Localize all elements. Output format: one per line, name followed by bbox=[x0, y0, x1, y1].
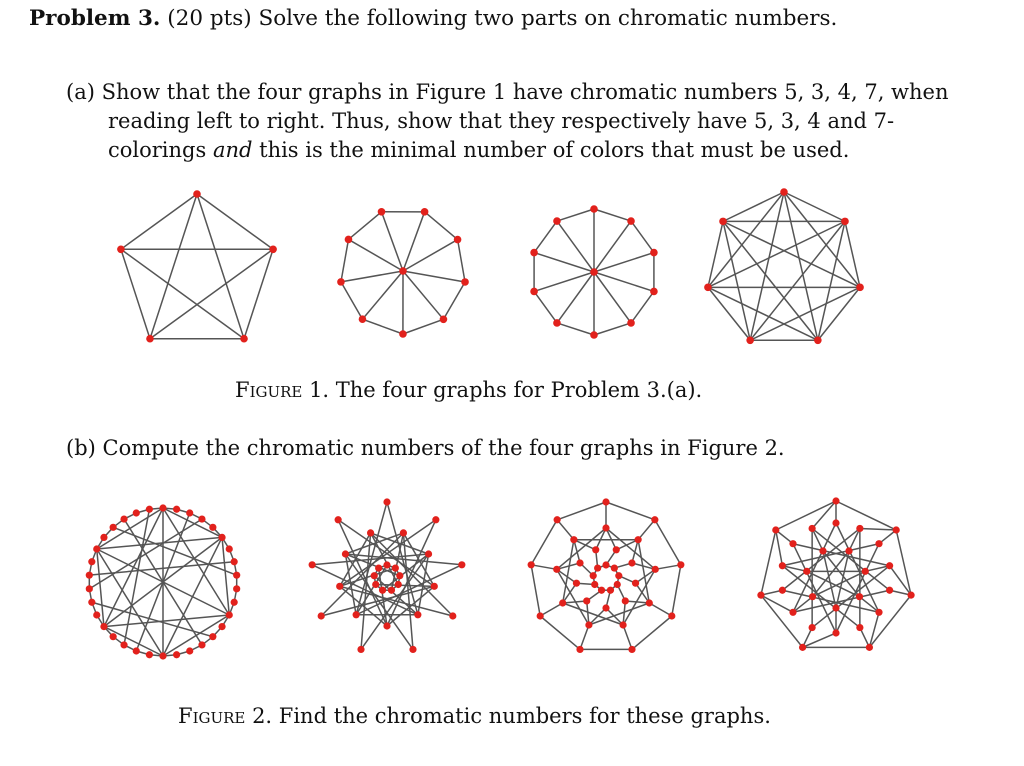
graph-edge bbox=[341, 239, 349, 281]
graph-edge bbox=[557, 221, 594, 272]
graph-edge bbox=[244, 249, 273, 338]
graph-vertex bbox=[590, 572, 597, 579]
part-a-line-2: reading left to right. Thus, show that they respectively have 5, 3, 4 and 7- bbox=[108, 109, 895, 133]
graph-vertex bbox=[650, 249, 658, 257]
graph-vertex bbox=[779, 587, 786, 594]
graph-edge bbox=[655, 520, 681, 565]
graph-vertex bbox=[809, 624, 816, 631]
graph-edge bbox=[596, 528, 606, 550]
graph-vertex bbox=[357, 646, 364, 653]
part-b-text: (b) Compute the chromatic numbers of the four graphs in Figure 2. bbox=[66, 436, 785, 460]
graph-vertex bbox=[388, 587, 395, 594]
graph-vertex bbox=[590, 331, 598, 339]
graph-vertex bbox=[803, 568, 810, 575]
graph-edge bbox=[594, 272, 654, 291]
graph-vertex bbox=[893, 526, 900, 533]
graph-vertex bbox=[757, 592, 764, 599]
graph-vertex bbox=[789, 609, 796, 616]
graph-vertex bbox=[269, 245, 277, 253]
graph-vertex bbox=[342, 550, 349, 557]
graph-vertex bbox=[809, 525, 816, 532]
graph-vertex bbox=[336, 583, 343, 590]
graph-vertex bbox=[553, 217, 561, 225]
graph-edge bbox=[563, 540, 574, 603]
graph-edge bbox=[341, 282, 363, 319]
graph-vertex bbox=[100, 534, 107, 541]
graph-vertex bbox=[602, 498, 609, 505]
graph-vertex bbox=[318, 612, 325, 619]
graph-edge bbox=[89, 562, 234, 575]
graph-vertex bbox=[528, 561, 535, 568]
figure-1-graph-1 bbox=[120, 190, 275, 340]
graph-vertex bbox=[400, 529, 407, 536]
graph-vertex bbox=[592, 546, 599, 553]
graph-edge bbox=[784, 192, 845, 221]
graph-vertex bbox=[677, 561, 684, 568]
graph-edge bbox=[574, 540, 596, 550]
graph-vertex bbox=[819, 547, 826, 554]
graph-vertex bbox=[704, 284, 712, 292]
graph-vertex bbox=[231, 558, 238, 565]
graph-edge bbox=[425, 212, 458, 240]
graph-vertex bbox=[173, 651, 180, 658]
graph-edge bbox=[723, 192, 784, 221]
graph-edge bbox=[606, 528, 616, 550]
graph-vertex bbox=[590, 268, 598, 276]
figure-2-graph-1 bbox=[82, 498, 244, 666]
figure-2-caption: Figure 2. Find the chromatic numbers for these graphs. bbox=[178, 704, 771, 728]
graph-vertex bbox=[218, 534, 225, 541]
graph-vertex bbox=[832, 629, 839, 636]
graph-vertex bbox=[628, 559, 635, 566]
graph-edge bbox=[672, 565, 681, 616]
graph-vertex bbox=[421, 208, 429, 216]
graph-vertex bbox=[383, 622, 390, 629]
figure-1-caption: Figure 1. The four graphs for Problem 3.(a). bbox=[235, 378, 703, 402]
figure-1-graph-4 bbox=[707, 195, 862, 345]
graph-vertex bbox=[832, 604, 839, 611]
graph-edge bbox=[638, 540, 649, 603]
graph-vertex bbox=[100, 623, 107, 630]
figure-1-label: Figure bbox=[235, 378, 303, 402]
graph-edge bbox=[403, 212, 425, 271]
graph-vertex bbox=[799, 644, 806, 651]
graph-vertex bbox=[159, 652, 166, 659]
graph-vertex bbox=[383, 498, 390, 505]
graph-vertex bbox=[576, 646, 583, 653]
graph-vertex bbox=[399, 267, 407, 275]
graph-vertex bbox=[646, 599, 653, 606]
figure-2-graph-3 bbox=[525, 498, 687, 666]
graph-edge bbox=[606, 502, 655, 520]
graph-vertex bbox=[856, 525, 863, 532]
graph-edge bbox=[631, 221, 654, 253]
graph-edge bbox=[793, 544, 890, 566]
graph-edge bbox=[803, 633, 836, 647]
graph-vertex bbox=[652, 566, 659, 573]
graph-edge bbox=[750, 287, 860, 340]
graph-vertex bbox=[632, 580, 639, 587]
graph-edge bbox=[761, 530, 776, 595]
graph-vertex bbox=[573, 580, 580, 587]
graph-vertex bbox=[431, 583, 438, 590]
graph-vertex bbox=[789, 540, 796, 547]
graph-vertex bbox=[425, 550, 432, 557]
graph-edge bbox=[557, 569, 589, 625]
graph-vertex bbox=[159, 504, 166, 511]
problem-label: Problem 3 bbox=[29, 6, 153, 31]
graph-vertex bbox=[598, 587, 605, 594]
graph-vertex bbox=[458, 561, 465, 568]
graph-vertex bbox=[553, 319, 561, 327]
graph-vertex bbox=[559, 599, 566, 606]
graph-vertex bbox=[553, 566, 560, 573]
graph-edge bbox=[812, 501, 836, 528]
graph-vertex bbox=[576, 559, 583, 566]
graph-vertex bbox=[93, 611, 100, 618]
graph-edge bbox=[197, 194, 273, 249]
graph-vertex bbox=[856, 284, 864, 292]
graph-edge bbox=[150, 249, 273, 338]
graph-edge bbox=[121, 249, 150, 338]
graph-vertex bbox=[607, 587, 614, 594]
graph-edge bbox=[869, 595, 911, 647]
graph-edge bbox=[382, 212, 403, 271]
problem-heading: Problem 3. (20 pts) Solve the following two parts on chromatic numbers. bbox=[29, 6, 838, 31]
graph-vertex bbox=[414, 611, 421, 618]
graph-edge bbox=[531, 565, 557, 570]
graph-edge bbox=[531, 565, 540, 616]
graph-edge bbox=[623, 625, 632, 649]
graph-vertex bbox=[395, 581, 402, 588]
graph-edge bbox=[403, 319, 444, 334]
graph-vertex bbox=[93, 545, 100, 552]
graph-vertex bbox=[602, 561, 609, 568]
graph-vertex bbox=[392, 564, 399, 571]
graph-vertex bbox=[379, 587, 386, 594]
graph-vertex bbox=[399, 330, 407, 338]
graph-vertex bbox=[602, 524, 609, 531]
graph-edge bbox=[534, 253, 594, 272]
graph-vertex bbox=[309, 561, 316, 568]
graph-vertex bbox=[218, 623, 225, 630]
graph-vertex bbox=[454, 236, 462, 244]
graph-vertex bbox=[832, 519, 839, 526]
graph-vertex bbox=[907, 592, 914, 599]
graph-edge bbox=[638, 520, 655, 540]
graph-vertex bbox=[231, 599, 238, 606]
graph-vertex bbox=[110, 524, 117, 531]
graph-edge bbox=[594, 253, 654, 272]
graph-vertex bbox=[146, 506, 153, 513]
graph-vertex bbox=[585, 621, 592, 628]
graph-edge bbox=[557, 323, 594, 335]
graph-vertex bbox=[583, 597, 590, 604]
graph-vertex bbox=[86, 585, 93, 592]
graph-vertex bbox=[233, 585, 240, 592]
graph-vertex bbox=[383, 561, 390, 568]
graph-vertex bbox=[591, 581, 598, 588]
graph-vertex bbox=[372, 581, 379, 588]
graph-vertex bbox=[554, 516, 561, 523]
graph-vertex bbox=[209, 524, 216, 531]
graph-vertex bbox=[668, 612, 675, 619]
graph-vertex bbox=[233, 572, 240, 579]
graph-vertex bbox=[779, 562, 786, 569]
graph-edge bbox=[860, 528, 896, 530]
graph-edge bbox=[92, 602, 213, 636]
graph-vertex bbox=[746, 336, 754, 344]
graph-vertex bbox=[193, 190, 201, 198]
graph-vertex bbox=[226, 611, 233, 618]
graph-edge bbox=[782, 528, 859, 590]
graph-vertex bbox=[627, 217, 635, 225]
graph-vertex bbox=[832, 497, 839, 504]
graph-vertex bbox=[613, 546, 620, 553]
graph-vertex bbox=[409, 646, 416, 653]
graph-edge bbox=[594, 209, 631, 221]
graph-vertex bbox=[88, 599, 95, 606]
part-a-line-3: colorings and this is the minimal number of colors that must be used. bbox=[108, 138, 850, 162]
graph-vertex bbox=[814, 336, 822, 344]
graph-edge bbox=[616, 540, 638, 550]
graph-vertex bbox=[375, 564, 382, 571]
graph-vertex bbox=[173, 506, 180, 513]
graph-vertex bbox=[378, 208, 386, 216]
graph-vertex bbox=[530, 249, 538, 257]
graph-vertex bbox=[611, 564, 618, 571]
graph-edge bbox=[403, 271, 443, 319]
graph-edge bbox=[362, 319, 402, 334]
graph-edge bbox=[782, 544, 879, 566]
graph-edge bbox=[403, 271, 465, 282]
graph-edge bbox=[761, 595, 793, 612]
graph-vertex bbox=[628, 646, 635, 653]
graph-edge bbox=[563, 601, 587, 603]
graph-vertex bbox=[396, 572, 403, 579]
graph-edge bbox=[557, 502, 606, 520]
graph-edge bbox=[104, 615, 229, 627]
graph-edge bbox=[761, 595, 803, 647]
graph-edge bbox=[723, 221, 860, 287]
graph-vertex bbox=[772, 526, 779, 533]
graph-vertex bbox=[590, 205, 598, 213]
graph-edge bbox=[632, 616, 672, 649]
graph-edge bbox=[348, 239, 403, 271]
graph-vertex bbox=[862, 568, 869, 575]
graph-vertex bbox=[198, 515, 205, 522]
graph-edge bbox=[623, 569, 655, 625]
graph-edge bbox=[594, 221, 631, 272]
graph-vertex bbox=[594, 564, 601, 571]
problem-heading-text: (20 pts) Solve the following two parts on chromatic numbers. bbox=[167, 6, 838, 31]
graph-vertex bbox=[602, 604, 609, 611]
graph-vertex bbox=[371, 572, 378, 579]
graph-vertex bbox=[120, 641, 127, 648]
graph-vertex bbox=[117, 245, 125, 253]
graph-edge bbox=[348, 212, 381, 240]
graph-vertex bbox=[620, 621, 627, 628]
figure-2-graph-2 bbox=[306, 498, 468, 666]
graph-vertex bbox=[240, 335, 248, 343]
graph-edge bbox=[534, 291, 557, 323]
graph-vertex bbox=[719, 218, 727, 226]
graph-vertex bbox=[845, 547, 852, 554]
graph-vertex bbox=[110, 633, 117, 640]
figure-2-graph-4 bbox=[755, 498, 917, 666]
figure-2-label: Figure bbox=[178, 704, 246, 728]
graph-vertex bbox=[335, 516, 342, 523]
graph-edge bbox=[540, 616, 580, 649]
graph-edge bbox=[534, 272, 594, 291]
graph-edge bbox=[557, 209, 594, 221]
graph-edge bbox=[708, 287, 818, 340]
graph-vertex bbox=[886, 562, 893, 569]
graph-vertex bbox=[651, 516, 658, 523]
graph-edge bbox=[812, 528, 889, 590]
graph-vertex bbox=[353, 611, 360, 618]
figure-1-graph-3 bbox=[528, 205, 660, 335]
graph-vertex bbox=[209, 633, 216, 640]
graph-edge bbox=[708, 221, 845, 287]
graph-vertex bbox=[226, 545, 233, 552]
graph-edge bbox=[197, 194, 244, 339]
graph-vertex bbox=[449, 612, 456, 619]
graph-vertex bbox=[345, 236, 353, 244]
graph-vertex bbox=[530, 288, 538, 296]
graph-vertex bbox=[627, 319, 635, 327]
graph-edge bbox=[121, 249, 244, 338]
graph-edge bbox=[534, 221, 557, 253]
graph-vertex bbox=[650, 288, 658, 296]
graph-vertex bbox=[809, 593, 816, 600]
graph-edge bbox=[594, 323, 631, 335]
graph-vertex bbox=[635, 536, 642, 543]
graph-vertex bbox=[570, 536, 577, 543]
graph-edge bbox=[782, 566, 859, 628]
graph-vertex bbox=[780, 188, 788, 196]
graph-edge bbox=[458, 240, 465, 282]
graph-vertex bbox=[614, 581, 621, 588]
graph-edge bbox=[557, 272, 594, 323]
graph-edge bbox=[557, 520, 574, 540]
graph-edge bbox=[625, 601, 649, 603]
emphasis-and: and bbox=[212, 138, 253, 162]
graph-edge bbox=[776, 501, 836, 530]
graph-vertex bbox=[875, 609, 882, 616]
graph-vertex bbox=[841, 218, 849, 226]
graph-vertex bbox=[120, 515, 127, 522]
graph-vertex bbox=[337, 278, 345, 286]
graph-edge bbox=[121, 194, 197, 249]
graph-edge bbox=[540, 603, 563, 616]
graph-vertex bbox=[866, 644, 873, 651]
graph-vertex bbox=[133, 647, 140, 654]
graph-vertex bbox=[133, 509, 140, 516]
graph-vertex bbox=[856, 593, 863, 600]
graph-vertex bbox=[622, 597, 629, 604]
graph-edge bbox=[594, 272, 631, 323]
graph-vertex bbox=[146, 651, 153, 658]
graph-edge bbox=[150, 194, 197, 339]
graph-edge bbox=[836, 501, 896, 530]
graph-edge bbox=[341, 271, 403, 282]
part-a-line-1: (a) Show that the four graphs in Figure 1 have chromatic numbers 5, 3, 4, 7, when bbox=[66, 80, 949, 104]
graph-edge bbox=[362, 271, 403, 319]
graph-vertex bbox=[886, 587, 893, 594]
graph-vertex bbox=[367, 529, 374, 536]
graph-vertex bbox=[615, 572, 622, 579]
graph-vertex bbox=[537, 612, 544, 619]
graph-vertex bbox=[198, 641, 205, 648]
graph-vertex bbox=[875, 540, 882, 547]
figure-1-graph-2 bbox=[338, 205, 468, 335]
graph-vertex bbox=[432, 516, 439, 523]
graph-edge bbox=[580, 625, 589, 649]
graph-vertex bbox=[856, 624, 863, 631]
graph-edge bbox=[403, 240, 458, 271]
graph-edge bbox=[655, 565, 681, 570]
graph-edge bbox=[443, 282, 465, 319]
graph-edge bbox=[531, 520, 557, 565]
graph-vertex bbox=[440, 315, 448, 323]
graph-vertex bbox=[461, 278, 469, 286]
graph-edge bbox=[631, 291, 654, 323]
graph-vertex bbox=[88, 558, 95, 565]
graph-edge bbox=[97, 537, 222, 549]
graph-vertex bbox=[186, 509, 193, 516]
graph-vertex bbox=[86, 572, 93, 579]
graph-vertex bbox=[186, 647, 193, 654]
graph-edge bbox=[649, 603, 672, 616]
graph-vertex bbox=[359, 315, 367, 323]
graph-vertex bbox=[146, 335, 154, 343]
